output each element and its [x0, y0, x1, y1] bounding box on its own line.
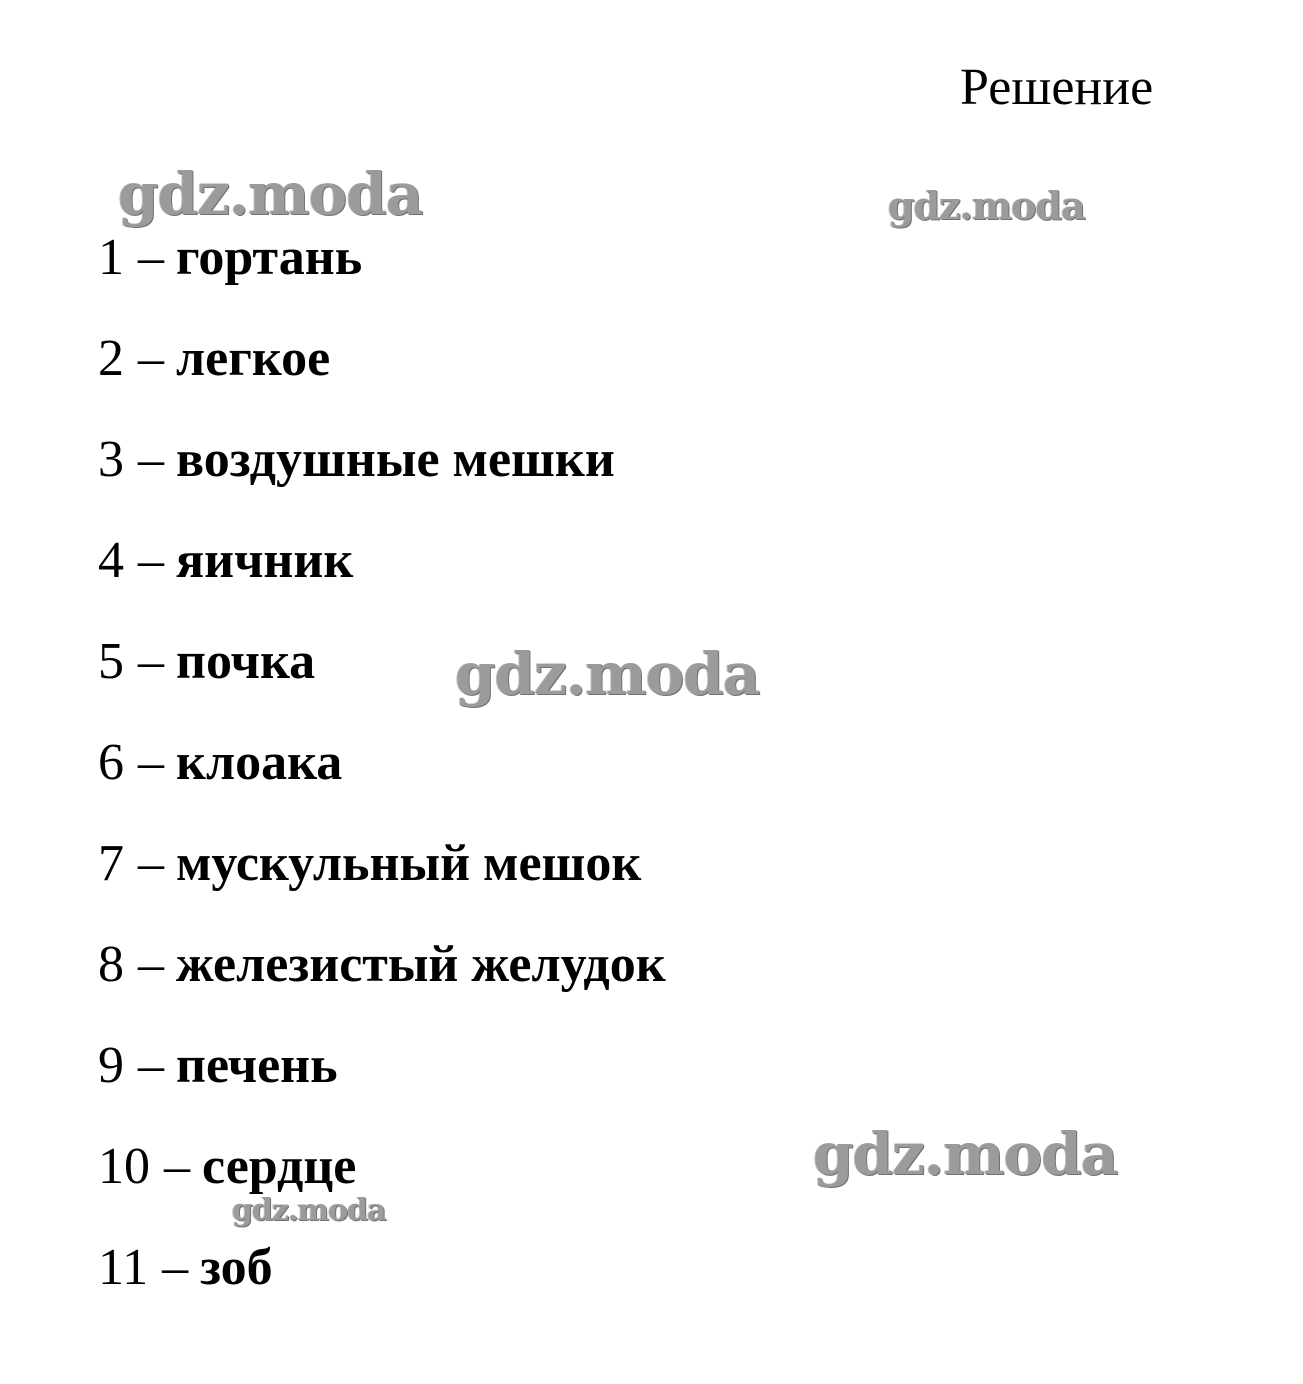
answer-item [98, 630, 666, 731]
answer-dash: – [138, 734, 164, 791]
answer-list [98, 226, 666, 1337]
answer-term: воздушные мешки [176, 431, 615, 488]
answer-item [98, 731, 666, 832]
watermark: gdz.moda [455, 640, 760, 708]
answer-item [98, 832, 666, 933]
watermark: gdz.moda [813, 1120, 1118, 1188]
answer-item [98, 327, 666, 428]
answer-number: 7 [98, 835, 124, 892]
watermark: gdz.moda [118, 160, 423, 228]
answer-number: 1 [98, 229, 124, 286]
answer-number: 11 [98, 1239, 149, 1296]
watermark: gdz.moda [232, 1193, 386, 1228]
answer-dash: – [162, 1239, 189, 1296]
answer-item [98, 428, 666, 529]
answer-dash: – [138, 532, 164, 589]
answer-number: 5 [98, 633, 124, 690]
answer-number: 4 [98, 532, 124, 589]
answer-dash: – [138, 633, 164, 690]
answer-number: 3 [98, 431, 124, 488]
answer-item [98, 933, 666, 1034]
answer-dash: – [138, 835, 164, 892]
answer-term: легкое [176, 330, 331, 387]
answer-term: зоб [200, 1239, 273, 1296]
answer-item [98, 1236, 666, 1337]
answer-dash: – [138, 936, 164, 993]
answer-dash: – [164, 1138, 190, 1195]
answer-term: клоака [176, 734, 343, 791]
answer-term: сердце [202, 1138, 357, 1195]
answer-number: 10 [98, 1138, 150, 1195]
solution-heading: Решение [960, 59, 1154, 116]
answer-dash: – [138, 330, 164, 387]
answer-term: железистый желудок [176, 936, 666, 993]
answer-number: 6 [98, 734, 124, 791]
answer-dash: – [138, 229, 164, 286]
answer-term: почка [176, 633, 316, 690]
answer-number: 8 [98, 936, 124, 993]
answer-term: яичник [176, 532, 354, 589]
answer-item [98, 529, 666, 630]
answer-item [98, 226, 666, 327]
answer-term: мускульный мешок [176, 835, 642, 892]
watermark: gdz.moda [888, 183, 1085, 228]
answer-term: гортань [176, 229, 363, 286]
answer-dash: – [138, 431, 164, 488]
answer-number: 9 [98, 1037, 124, 1094]
answer-item [98, 1135, 666, 1236]
answer-item [98, 1034, 666, 1135]
answer-number: 2 [98, 330, 124, 387]
answer-dash: – [138, 1037, 164, 1094]
answer-term: печень [176, 1037, 338, 1094]
